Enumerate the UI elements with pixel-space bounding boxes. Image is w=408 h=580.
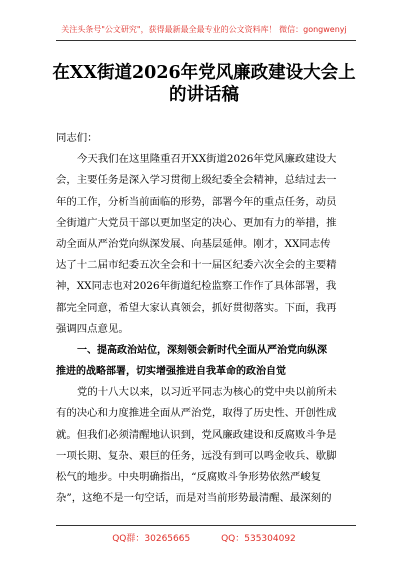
paragraph-1-line: 会，主要任务是深入学习贯彻上级纪委全会精神，总结过去一 — [56, 174, 337, 187]
title-line-1: 在XX街道2026年党风廉政建设大会上 — [52, 63, 356, 83]
paragraph-1 — [56, 149, 358, 340]
paragraph-2-line: 杂”，这绝不是一句空话，而是对当前形势最清醒、最深刻的 — [56, 492, 332, 505]
section-heading-1 — [56, 340, 358, 382]
paragraph-1-line: 动全面从严治党向纵深发展、向基层延伸。刚才，XX同志传 — [56, 237, 331, 250]
document-body — [56, 128, 358, 509]
paragraph-1-line: 全街道广大党员干部以更加坚定的决心、更加有力的举措，推 — [56, 216, 337, 229]
paragraph-2-line: 有的决心和力度推进全面从严治党，取得了历史性、开创性成 — [56, 407, 337, 420]
paragraph-2-line: 松气的地步。中央明确指出，“反腐败斗争形势依然严峻复 — [56, 471, 322, 483]
footer-qq: QQ：535304092 — [221, 534, 296, 544]
paragraph-1-line: 今天我们在这里隆重召开XX街道2026年党风廉政建设大 — [77, 153, 337, 166]
paragraph-1-line: 都完全同意，希望大家认真领会，抓好贯彻落实。下面，我再 — [56, 301, 337, 314]
header-promo-note: 关注头条号"公文研究"，获得最新最全最专业的公文资料库！ 微信：gongwenyj — [61, 25, 347, 34]
section-heading-line: 一、提高政治站位，深刻领会新时代全面从严治党向纵深 — [77, 344, 327, 356]
paragraph-1-line: 强调四点意见。 — [56, 322, 129, 335]
paragraph-2-line: 一项长期、复杂、艰巨的任务，远没有到可以鸣金收兵、歇脚 — [56, 449, 337, 462]
paragraph-1-line: 年的工作，分析当前面临的形势，部署今年的重点任务，动员 — [56, 195, 337, 208]
paragraph-1-line: 神，XX同志也对2026年街道纪检监察工作作了具体部署，我 — [56, 280, 337, 293]
salutation: 同志们： — [56, 132, 98, 144]
section-heading-line: 推进的战略部署，切实增强推进自我革命的政治自觉 — [56, 366, 286, 378]
paragraph-1-line: 达了十二届市纪委五次全会和十一届区纪委六次全会的主要精 — [56, 259, 337, 272]
paragraph-2-line: 就。但我们必须清醒地认识到，党风廉政建设和反腐败斗争是 — [56, 428, 337, 441]
paragraph-2 — [56, 382, 358, 509]
paragraph-2-line: 党的十八大以来，以习近平同志为核心的党中央以前所未 — [77, 386, 337, 399]
footer-divider — [56, 525, 356, 526]
header-divider — [56, 40, 356, 41]
document-title — [40, 62, 368, 106]
title-line-2: 的讲话稿 — [169, 85, 239, 105]
footer-qq-group: QQ群：30265665 — [112, 534, 191, 544]
footer-contact — [0, 531, 408, 544]
